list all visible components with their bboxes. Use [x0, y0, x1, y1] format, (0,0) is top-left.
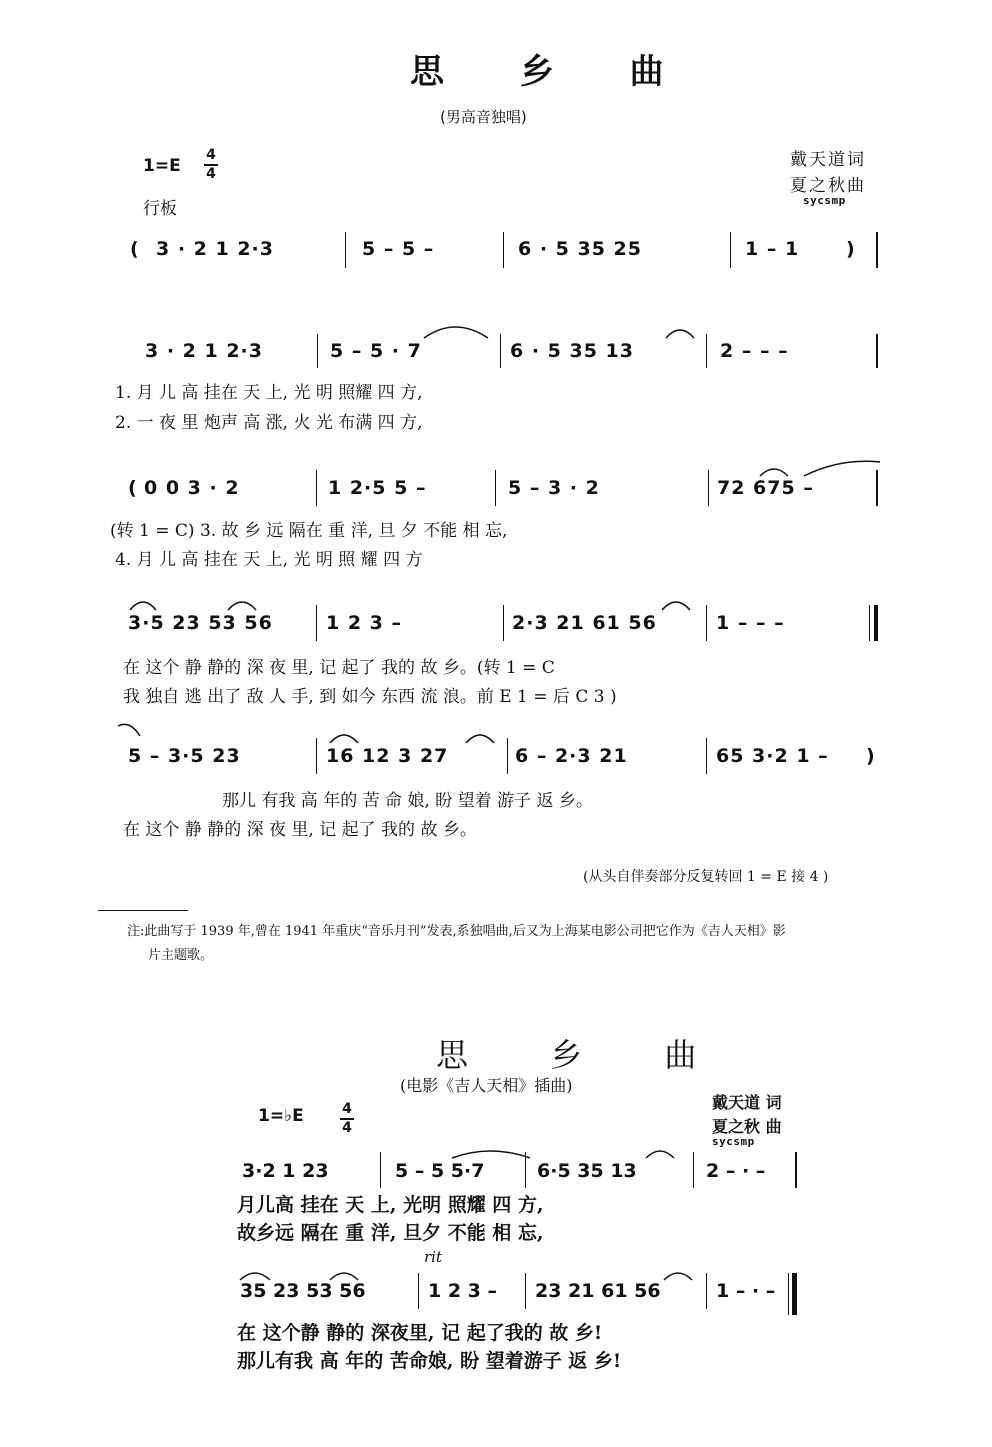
intro-measure-2: 5 – 5 –	[362, 238, 435, 260]
footnote-line-2: 片主题歌。	[148, 948, 214, 963]
lyricist: 戴天道词	[790, 150, 866, 170]
s1-measure-3: 6 · 5 35 13	[510, 340, 634, 362]
score2-title: 思 乡 曲	[436, 1036, 733, 1074]
slur	[130, 602, 156, 610]
slur	[804, 461, 880, 476]
score1-title: 思 乡 曲	[410, 52, 696, 92]
slur	[760, 469, 788, 476]
score2-s1-measure-3: 6·5 35 13	[537, 1160, 637, 1182]
slur	[646, 1151, 674, 1158]
s2-measure-2: 1 2·5 5 –	[328, 477, 427, 499]
score2-s2-measure-2: 1 2 3 –	[428, 1280, 498, 1302]
s4-lyrics-line1: 那儿 有我 高 年的 苦 命 娘, 盼 望着 游子 返 乡。	[222, 791, 593, 811]
s2-lyrics-verse4: 4. 月 儿 高 挂在 天 上, 光 明 照 耀 四 方	[115, 550, 423, 570]
score2-s1-measure-1: 3·2 1 23	[242, 1160, 329, 1182]
s2-measure-1: 0 0 3 · 2	[144, 477, 240, 499]
composer: 夏之秋曲	[790, 176, 866, 196]
s2-open: (	[128, 477, 138, 499]
time-bottom: 4	[342, 1120, 352, 1136]
score2-s2-measure-1: 35 23 53 56	[240, 1280, 366, 1302]
ritardando-marking: rit	[424, 1248, 442, 1266]
s4-close: )	[866, 745, 876, 767]
score2-watermark-tag: sycsmp	[712, 1135, 755, 1148]
watermark-tag: sycsmp	[803, 194, 846, 207]
score2-lyricist: 戴天道 词	[712, 1093, 782, 1112]
time-top: 4	[206, 147, 216, 163]
s3-lyrics-line2: 我 独自 逃 出了 敌 人 手, 到 如今 东西 流 浪。前 E 1 = 后 C 3 )	[123, 687, 617, 707]
footnote-line-1: 注:此曲写于 1939 年,曾在 1941 年重庆“音乐月刊”发表,系独唱曲,后又为上海某电影公司把它作为《吉人天相》影	[127, 924, 786, 939]
score2-composer: 夏之秋 曲	[712, 1117, 782, 1136]
score2-s1-measure-2: 5 – 5 5·7	[395, 1160, 485, 1182]
score2-s1-measure-4: 2 – · –	[706, 1160, 766, 1182]
score2-s1-lyrics-1: 月儿高 挂在 天 上, 光明 照耀 四 方,	[237, 1194, 544, 1216]
slur	[662, 602, 690, 610]
slur	[666, 330, 694, 338]
score2-key-signature: 1=♭E	[258, 1106, 304, 1126]
s3-lyrics-line1: 在 这个 静 静的 深 夜 里, 记 起了 我的 故 乡。(转 1 = C	[123, 658, 555, 678]
time-top: 4	[342, 1101, 352, 1117]
score2-s1-lyrics-2: 故乡远 隔在 重 洋, 旦夕 不能 相 忘,	[237, 1222, 544, 1244]
score2-subtitle: (电影《吉人天相》插曲)	[400, 1076, 573, 1095]
s1-measure-1: 3 · 2 1 2·3	[145, 340, 263, 362]
slur	[452, 1151, 530, 1158]
s2-lyrics-verse3: (转 1 = C) 3. 故 乡 远 隔在 重 洋, 旦 夕 不能 相 忘,	[110, 521, 508, 541]
slur	[240, 1273, 270, 1280]
score2-s2-lyrics-2: 那儿有我 高 年的 苦命娘, 盼 望着游子 返 乡!	[237, 1350, 622, 1372]
score2-s2-lyrics-1: 在 这个静 静的 深夜里, 记 起了我的 故 乡!	[237, 1322, 603, 1344]
slur	[228, 602, 256, 610]
s4-lyrics-line2: 在 这个 静 静的 深 夜 里, 记 起了 我的 故 乡。	[123, 820, 477, 840]
s1-lyrics-verse2: 2. 一 夜 里 炮声 高 涨, 火 光 布满 四 方,	[115, 413, 423, 433]
time-bottom: 4	[206, 166, 216, 182]
s1-measure-4: 2 – – –	[720, 340, 789, 362]
slur	[330, 735, 358, 743]
s4-measure-1: 5 – 3·5 23	[128, 745, 241, 767]
intro-open: (	[130, 238, 140, 260]
slur	[118, 724, 140, 736]
s2-measure-3: 5 – 3 · 2	[508, 477, 600, 499]
slur	[330, 1273, 358, 1280]
key-signature: 1=E	[143, 156, 181, 176]
slur	[664, 1273, 692, 1280]
s1-lyrics-verse1: 1. 月 儿 高 挂在 天 上, 光 明 照耀 四 方,	[115, 383, 423, 403]
s2-measure-4: 72 675 –	[717, 477, 814, 499]
intro-measure-3: 6 · 5 35 25	[518, 238, 642, 260]
score1-subtitle: (男高音独唱)	[440, 108, 527, 126]
s4-measure-3: 6 – 2·3 21	[515, 745, 628, 767]
slur	[466, 735, 494, 743]
s3-measure-1: 3·5 23 53 56	[128, 612, 273, 634]
s4-measure-4: 65 3·2 1 –	[716, 745, 829, 767]
score2-s2-measure-3: 23 21 61 56	[535, 1280, 661, 1302]
s1-measure-2: 5 – 5 · 7	[330, 340, 422, 362]
s4-measure-2: 16 12 3 27	[326, 745, 449, 767]
repeat-instruction: (从头自伴奏部分反复转回 1 = E 接 4 )	[583, 869, 829, 885]
s3-measure-3: 2·3 21 61 56	[512, 612, 657, 634]
score2-s2-measure-4: 1 – · –	[716, 1280, 776, 1302]
intro-close: )	[846, 238, 856, 260]
intro-measure-4: 1 – 1	[745, 238, 800, 260]
slur	[424, 327, 488, 338]
intro-measure-1: 3 · 2 1 2·3	[156, 238, 274, 260]
s3-measure-2: 1 2 3 –	[326, 612, 403, 634]
tempo-marking: 行板	[143, 199, 177, 219]
s3-measure-4: 1 – – –	[716, 612, 785, 634]
